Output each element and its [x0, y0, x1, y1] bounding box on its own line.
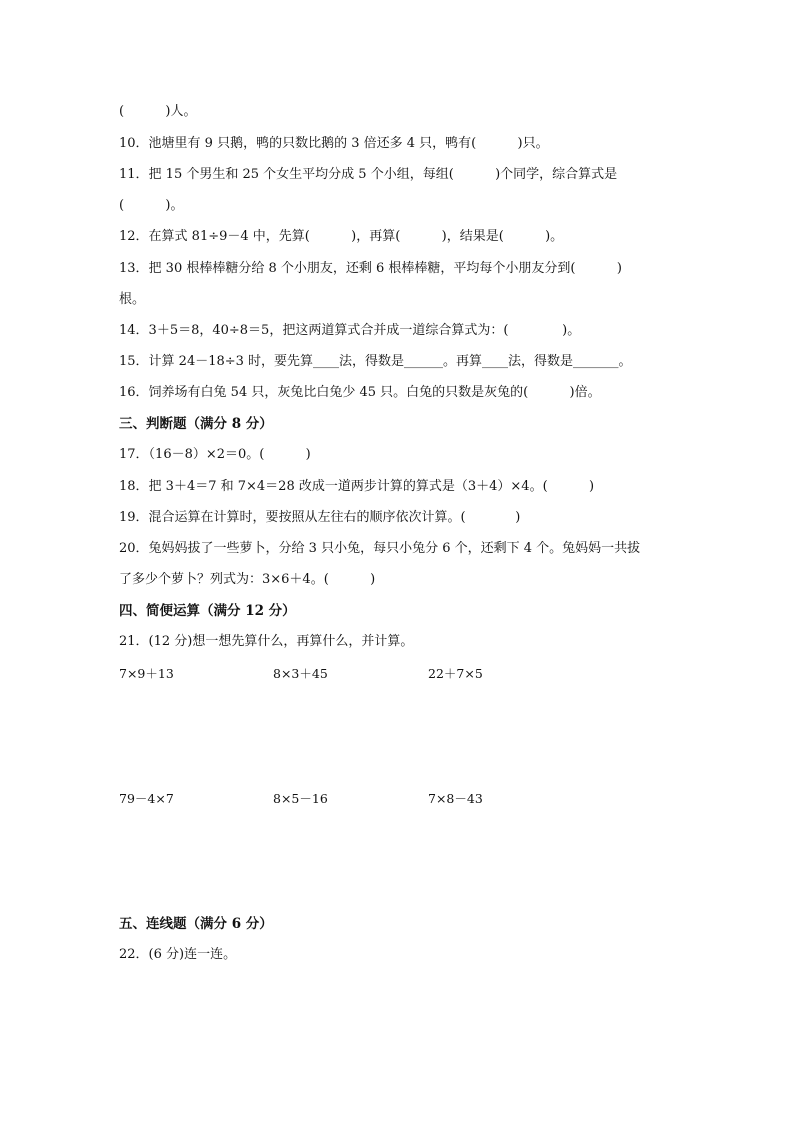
expression-6: 7×8－43 [428, 791, 483, 806]
section-4-heading: 四、简便运算（满分 12 分） [119, 603, 296, 619]
question-17: 17．（16－8）×2＝0。( ) [119, 447, 311, 462]
question-13-continuation: 根。 [119, 292, 146, 307]
section-3-heading: 三、判断题（满分 8 分） [119, 416, 273, 432]
question-21: 21．(12 分)想一想先算什么，再算什么，并计算。 [119, 634, 414, 649]
question-20-continuation: 了多少个萝卜？列式为：3×6＋4。( ) [119, 572, 376, 587]
expression-4: 79－4×7 [119, 791, 174, 806]
question-19: 19．混合运算在计算时，要按照从左往右的顺序依次计算。( ) [119, 510, 521, 525]
question-13: 13．把 30 根棒棒糖分给 8 个小朋友，还剩 6 根棒棒糖，平均每个小朋友分到( ) [119, 261, 622, 276]
expression-2: 8×3＋45 [273, 666, 328, 681]
question-11: 11．把 15 个男生和 25 个女生平均分成 5 个小组，每组( )个同学，综合算式是 [119, 167, 618, 182]
expression-5: 8×5－16 [273, 791, 328, 806]
question-12: 12．在算式 81÷9－4 中，先算( )，再算( )，结果是( )。 [119, 229, 564, 244]
question-10: 10．池塘里有 9 只鹅，鸭的只数比鹅的 3 倍还多 4 只，鸭有( )只。 [119, 136, 549, 151]
question-16: 16．饲养场有白兔 54 只，灰兔比白兔少 45 只。白兔的只数是灰兔的( )倍。 [119, 385, 601, 400]
question-22: 22．(6 分)连一连。 [119, 947, 237, 962]
question-20: 20．兔妈妈拔了一些萝卜，分给 3 只小兔，每只小兔分 6 个，还剩下 4 个。兔妈妈一共拔 [119, 541, 641, 556]
question-14: 14．3＋5＝8，40÷8＝5，把这两道算式合并成一道综合算式为：( )。 [119, 323, 581, 338]
q9-continuation: ( )人。 [119, 104, 197, 119]
expression-3: 22＋7×5 [428, 666, 483, 681]
expression-1: 7×9＋13 [119, 666, 174, 681]
question-18: 18．把 3＋4＝7 和 7×4＝28 改成一道两步计算的算式是（3＋4）×4。( ) [119, 479, 595, 494]
question-11-continuation: ( )。 [119, 198, 184, 213]
section-5-heading: 五、连线题（满分 6 分） [119, 916, 273, 932]
question-15: 15．计算 24－18÷3 时，要先算____法，得数是______。再算____法，得数是_______。 [119, 354, 632, 369]
